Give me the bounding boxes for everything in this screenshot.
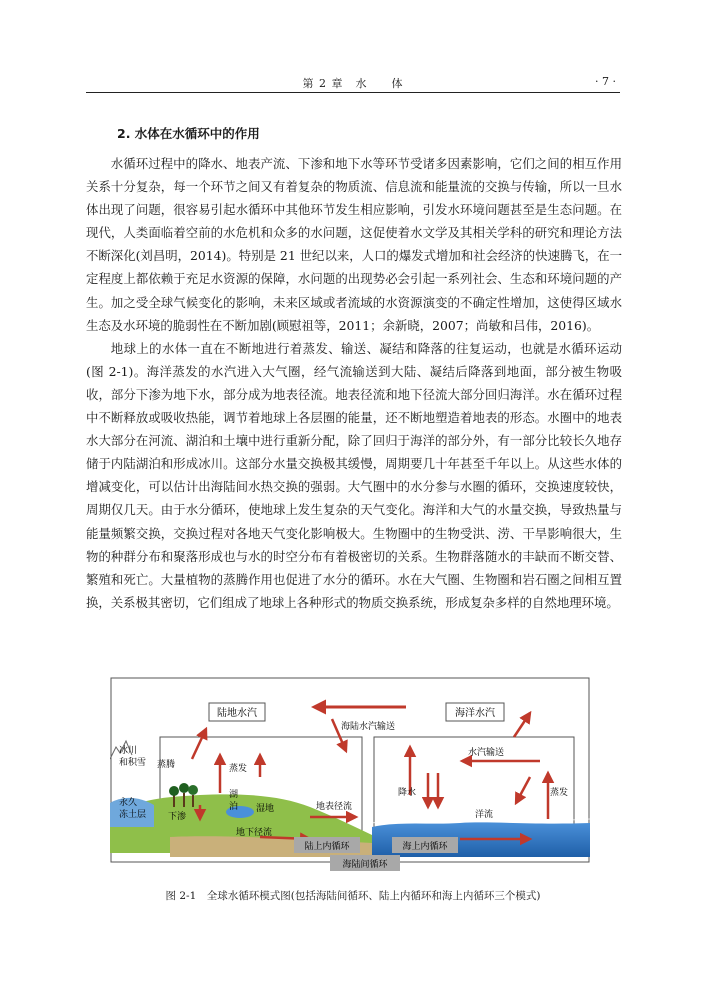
paragraph-2: 地球上的水体一直在不断地进行着蒸发、输送、凝结和降落的往复运动，也就是水循环运动(图 2-1)。海洋蒸发的水汽进入大气圈，经气流输送到大陆、凝结后降落到地面，部分被生物吸收，部分下渗为地下水，部分成为地表径流。地表径流和地下径流大部分回归海洋。水在循环过程中不断释放或吸收热能，调节着地球上各层圈的能量，还不断地塑造着地表的形态。水圈中的地表水大部分在河流、湖泊和土壤中进行重新分配，除了回归于海洋的部分外，有一部分比较长久地存储于内陆湖泊和形成冰川。这部分水量交换极其缓慢，周期要几十年甚至千年以上。从这些水体的增减变化，可以估计出海陆间水热交换的强弱。大气圈中的水分参与水圈的循环，交换速度较快，周期仅几天。由于水分循环，使地球上发生复杂的天气变化。海洋和大气的水量交换，导致热量与能量频繁交换，交换过程对各地天气变化影响极大。生物圈中的生物受洪、涝、干旱影响很大，生物的种群分布和聚落形成也与水的时空分布有着极密切的关系。生物群落随水的丰缺而不断交替、繁殖和死亡。大量植物的蒸腾作用也促进了水分的循环。水在大气圈、生物圈和岩石圈之间相互置换，关系极其密切，它们组成了地球上各种形式的物质交换系统，形成复杂多样的自然地理环境。 xyxy=(86,340,622,610)
surface-runoff-label: 地表径流 xyxy=(316,802,353,812)
sea-land-cycle-label: 海陆间循环 xyxy=(342,860,388,870)
wetland-label: 湿地 xyxy=(256,804,275,814)
figure-caption: 图 2-1 全球水循环模式图(包括海陆间循环、陆上内循环和海上内循环三个模式) xyxy=(165,890,541,902)
permafrost-label-1: 永久 xyxy=(119,798,138,808)
glacier-label-1: 冰川 xyxy=(119,746,138,756)
land-cycle-label: 陆上内循环 xyxy=(304,842,350,852)
permafrost-label-2: 冻土层 xyxy=(119,810,147,820)
chapter-title: 第 2 章 水 体 xyxy=(302,77,404,90)
groundwater-runoff-label: 地下径流 xyxy=(236,828,273,838)
precipitation-label: 降水 xyxy=(398,788,417,798)
infiltration-label: 下渗 xyxy=(168,812,187,822)
body-text xyxy=(86,152,622,614)
evaporation-ocean-label: 蒸发 xyxy=(550,788,569,798)
ocean-cycle-label: 海上内循环 xyxy=(402,842,448,852)
ocean-vapor-label: 海洋水汽 xyxy=(455,708,495,719)
running-head xyxy=(86,74,620,93)
ocean-current-label: 洋流 xyxy=(475,810,494,820)
glacier-label-2: 和积雪 xyxy=(119,758,147,768)
evaporation-land-label: 蒸发 xyxy=(229,764,248,774)
lake-label-2: 泊 xyxy=(229,802,239,812)
land-vapor-label: 陆地水汽 xyxy=(217,708,257,719)
sea-land-vapor-transport-label: 海陆水汽输送 xyxy=(340,722,396,732)
lake-label-1: 湖 xyxy=(229,790,239,800)
page-number: · 7 · xyxy=(595,75,616,88)
water-cycle-diagram xyxy=(110,677,590,873)
paragraph-1: 水循环过程中的降水、地表产流、下渗和地下水等环节受诸多因素影响，它们之间的相互作用关系十分复杂，每一个环节之间又有着复杂的物质流、信息流和能量流的交换与传输，所以一旦水体出现了问题，很容易引起水循环中其他环节发生相应影响，引发水环境问题甚至是生态问题。在现代，人类面临着空前的水危机和众多的水问题，这促使着水文学及其相关学科的研究和理论方法不断深化(刘昌明，2014)。特别是 21 世纪以来，人口的爆发式增加和社会经济的快速腾飞，在一定程度上都依赖于充足水资源的保障，水问题的出现势必会引起一系列社会、生态和环境问题的产生。加之受全球气候变化的影响，未来区域或者流域的水资源演变的不确定性增加，这使得区域水生态及水环境的脆弱性在不断加剧(顾慰祖等，2011；余新晓，2007；尚敏和吕伟，2016)。 xyxy=(86,156,622,333)
trees-icon xyxy=(169,783,198,807)
transpiration-label: 蒸腾 xyxy=(157,760,176,770)
vapor-transport-label: 水汽输送 xyxy=(468,748,505,758)
water-cycle-figure xyxy=(110,677,590,873)
section-heading: 2. 水体在水循环中的作用 xyxy=(117,126,260,141)
